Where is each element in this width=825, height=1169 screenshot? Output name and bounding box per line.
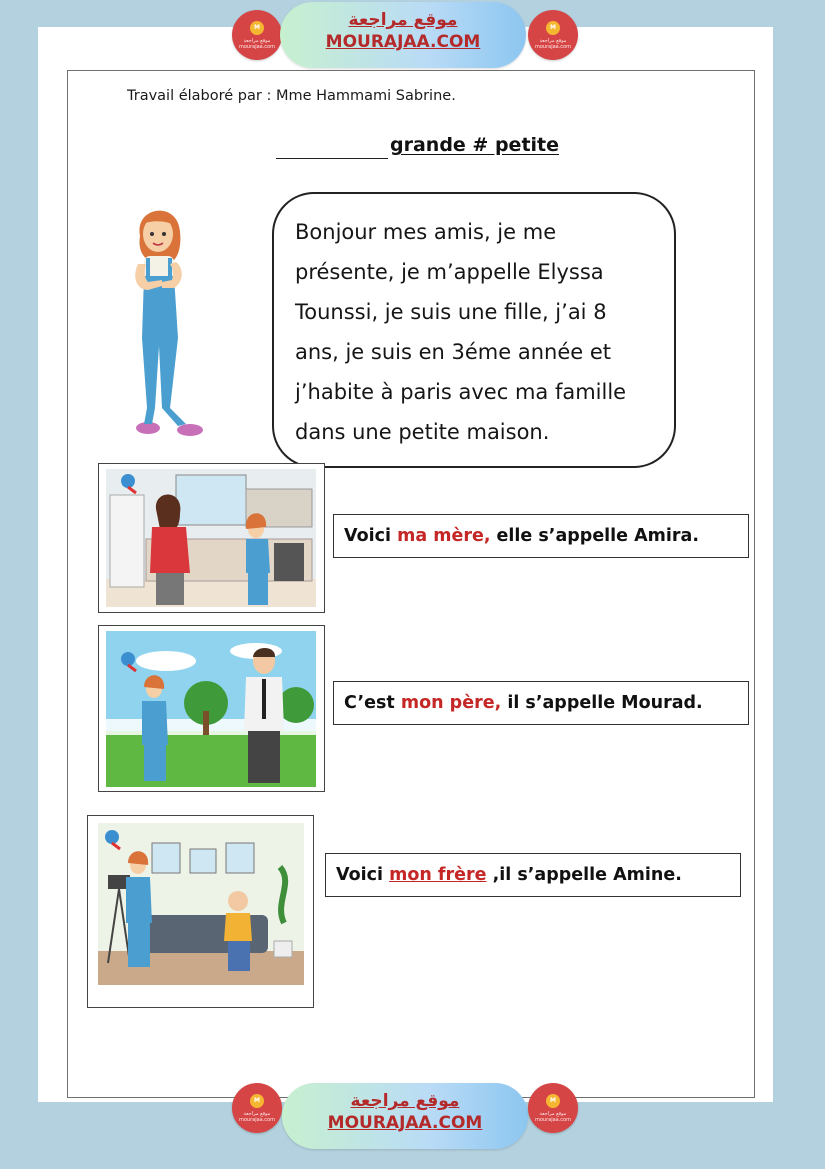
- caption-father: C’est mon père, il s’appelle Mourad.: [333, 681, 749, 725]
- mother-picture-frame: [98, 463, 325, 613]
- watermark-arabic: موقع مراجعة: [350, 1091, 460, 1111]
- mourajaa-logo-icon: M موقع مراجعة mourajaa.com: [528, 1083, 578, 1133]
- watermark-site: MOURAJAA.COM: [325, 32, 481, 52]
- kitchen-mother-illustration: [106, 469, 316, 607]
- mourajaa-logo-icon: M موقع مراجعة mourajaa.com: [528, 10, 578, 60]
- park-father-illustration: [106, 631, 316, 787]
- bubble-line: dans une petite maison.: [295, 420, 550, 444]
- bubble-line: j’habite à paris avec ma famille: [295, 380, 627, 404]
- caption-brother: Voici mon frère ,il s’appelle Amine.: [325, 853, 741, 897]
- caption-highlight: ma mère,: [397, 526, 491, 546]
- mourajaa-logo-icon: M موقع مراجعة mourajaa.com: [232, 10, 282, 60]
- bubble-text: [295, 212, 665, 452]
- caption-mother: Voici ma mère, elle s’appelle Amira.: [333, 514, 749, 558]
- girl-illustration: [118, 198, 218, 448]
- author-line: Travail élaboré par : Mme Hammami Sabrine.: [127, 88, 456, 104]
- watermark-site: MOURAJAA.COM: [327, 1113, 483, 1133]
- livingroom-brother-illustration: [98, 823, 304, 985]
- bubble-line: Bonjour mes amis, je me: [295, 220, 557, 244]
- mourajaa-logo-icon: M موقع مراجعة mourajaa.com: [232, 1083, 282, 1133]
- bubble-line: Tounssi, je suis une fille, j’ai 8: [295, 300, 607, 324]
- title-rule: [276, 158, 388, 159]
- bubble-line: ans, je suis en 3éme année et: [295, 340, 611, 364]
- bubble-line: présente, je m’appelle Elyssa: [295, 260, 604, 284]
- brother-picture-frame: [87, 815, 314, 1008]
- worksheet-title: grande # petite: [390, 134, 560, 156]
- father-picture-frame: [98, 625, 325, 792]
- watermark-badge-bottom[interactable]: [282, 1083, 528, 1149]
- caption-highlight: mon père,: [400, 693, 502, 713]
- caption-highlight: mon frère: [389, 865, 487, 885]
- watermark-badge-top[interactable]: [280, 2, 526, 68]
- watermark-arabic: موقع مراجعة: [348, 10, 458, 30]
